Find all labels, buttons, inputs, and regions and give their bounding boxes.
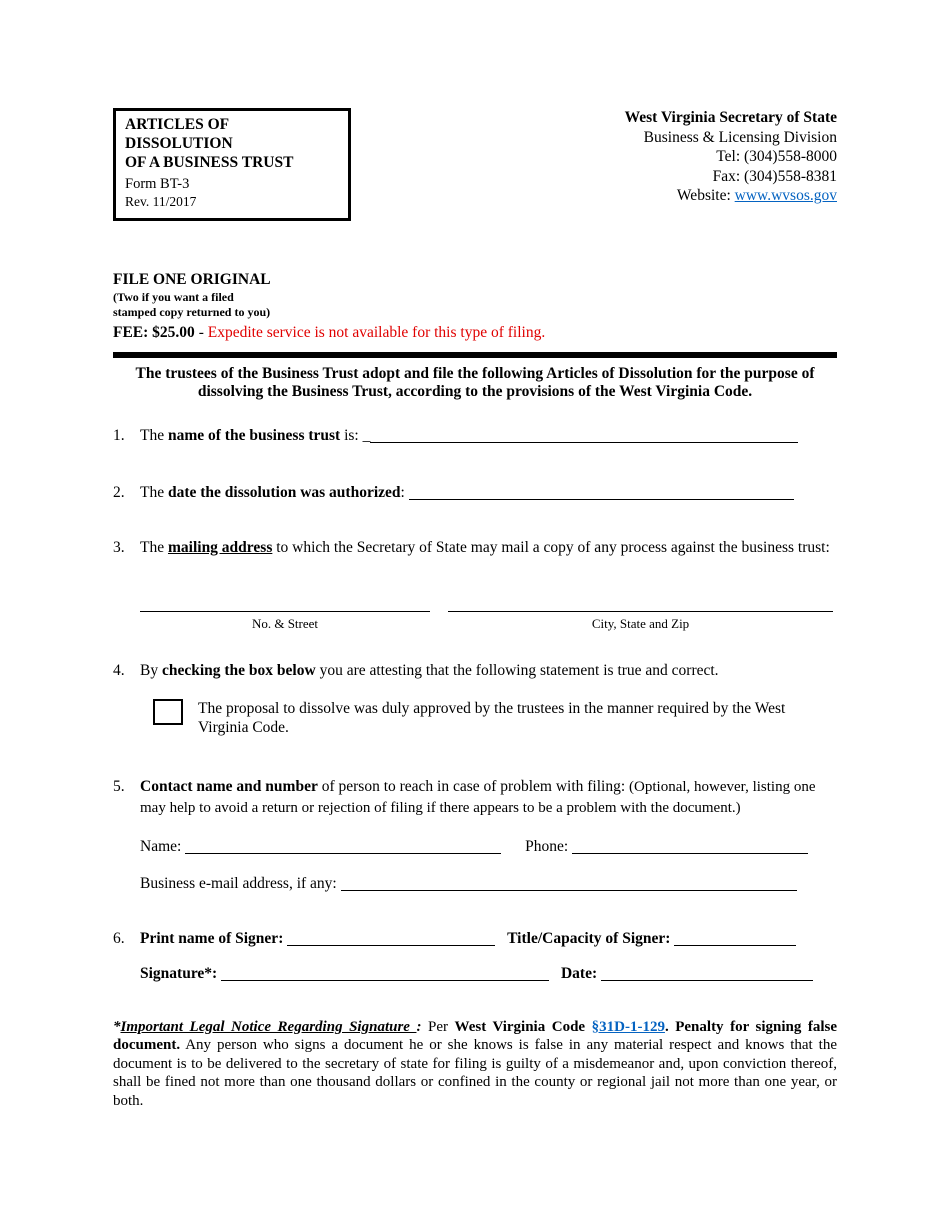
agency-info — [625, 108, 837, 206]
item-2-dissolution-date — [113, 484, 837, 503]
dissolution-date-field[interactable] — [409, 497, 794, 500]
form-title-box — [113, 108, 351, 221]
agency-tel: Tel: (304)558-8000 — [716, 148, 837, 165]
agency-fax: Fax: (304)558-8381 — [712, 167, 837, 185]
name-phone-row — [140, 838, 837, 857]
item-4-body — [140, 662, 837, 737]
item-5-heading — [140, 777, 837, 818]
legal-star: * — [113, 1018, 121, 1035]
address-captions-row — [140, 616, 837, 632]
attestation-statement: The proposal to dissolve was duly approved by the trustees in the manner required by the West Virginia Code. — [198, 700, 786, 737]
city-caption: City, State and Zip — [591, 616, 690, 632]
expedite-notice: Expedite service is not available for this type of filing. — [207, 323, 546, 341]
signature-label: Signature*: — [140, 964, 218, 982]
filing-instructions — [113, 271, 837, 343]
item-4-number: 4. — [113, 662, 125, 680]
item-3-text-pre: The — [140, 538, 165, 556]
attestation-row — [140, 699, 837, 737]
code-section-link[interactable]: §31D-1-129 — [591, 1018, 665, 1035]
item-1-body — [140, 427, 837, 446]
legal-notice — [113, 1018, 837, 1111]
item-3-body — [140, 539, 837, 633]
item-1-line-start: _ — [362, 426, 371, 444]
item-5-text-mid: of person to reach in case of problem with filing: — [321, 778, 626, 796]
intro-statement: The trustees of the Business Trust adopt and file the following Articles of Dissolution for the purpose of dissolving the Business Trust, according to the provisions of the West Virginia Code. — [135, 364, 815, 400]
item-4-text-bold: checking the box below — [161, 662, 316, 680]
item-3-text-bold: mailing address — [167, 538, 273, 556]
item-2-text-post: : — [400, 483, 405, 501]
copy-note-line1: (Two if you want a filed — [113, 289, 234, 304]
contact-name-field[interactable] — [185, 851, 501, 854]
divider-rule — [113, 352, 837, 358]
date-field[interactable] — [601, 978, 813, 981]
item-3-mailing-address — [113, 539, 837, 633]
business-email-label: Business e-mail address, if any: — [140, 875, 337, 893]
item-2-number: 2. — [113, 483, 125, 501]
legal-per: Per — [428, 1018, 448, 1035]
legal-body: Any person who signs a document he or she knows is false in any material respect and knows that the document is to be delivered to the secretary of state for filing is guilty of a misdemeanor and, upon conviction thereof, shall be fined not more than one thousand dollars or confined in the county or regional jail not more than one year, or both. — [113, 1037, 837, 1109]
item-6-body — [140, 930, 837, 984]
fee-dash: - — [198, 323, 204, 341]
fee-line — [113, 324, 837, 343]
signature-date-row — [140, 965, 837, 984]
form-title-line1: ARTICLES OF DISSOLUTION — [125, 116, 233, 152]
item-5-contact — [113, 777, 837, 894]
approval-checkbox[interactable] — [153, 699, 183, 725]
item-5-text-bold: Contact name and number — [140, 778, 318, 796]
street-address-field[interactable] — [140, 609, 430, 612]
item-1-text-bold: name of the business trust — [167, 426, 341, 444]
legal-title-colon: : — [416, 1018, 422, 1035]
print-name-field[interactable] — [287, 943, 495, 946]
item-5-number: 5. — [113, 778, 125, 796]
item-4-text-post: you are attesting that the following statement is true and correct. — [319, 662, 719, 680]
street-caption: No. & Street — [251, 616, 319, 632]
item-1-text-pre: The — [140, 426, 165, 444]
file-original-label: FILE ONE ORIGINAL — [113, 271, 271, 288]
print-title-row — [140, 930, 837, 949]
item-6-number: 6. — [113, 930, 125, 948]
form-title-line2: OF A BUSINESS TRUST — [125, 154, 294, 171]
title-capacity-field[interactable] — [674, 943, 796, 946]
agency-website-line — [625, 186, 837, 206]
legal-after-link: . — [664, 1018, 669, 1035]
copy-note-line2: stamped copy returned to you) — [113, 305, 271, 320]
item-5-body — [140, 777, 837, 894]
title-capacity-label: Title/Capacity of Signer: — [507, 930, 671, 948]
item-2-text-bold: date the dissolution was authorized — [167, 483, 401, 501]
address-fields-row — [140, 596, 837, 615]
signature-field[interactable] — [221, 978, 549, 981]
legal-notice-title: Important Legal Notice Regarding Signature — [120, 1018, 417, 1035]
form-revision: Rev. 11/2017 — [125, 194, 197, 209]
city-state-zip-field[interactable] — [448, 609, 833, 612]
trust-name-field[interactable] — [370, 440, 798, 443]
legal-penalty: Penalty for signing false document. — [113, 1018, 838, 1054]
item-3-number: 3. — [113, 538, 125, 556]
item-6-signer — [113, 930, 837, 984]
legal-code-label: West Virginia Code — [454, 1018, 586, 1035]
agency-name: West Virginia Secretary of State — [624, 109, 837, 126]
contact-phone-label: Phone: — [525, 838, 569, 856]
print-name-label: Print name of Signer: — [140, 930, 284, 948]
date-label: Date: — [560, 964, 598, 982]
email-row — [140, 875, 837, 894]
item-1-number: 1. — [113, 426, 125, 444]
contact-phone-field[interactable] — [572, 851, 808, 854]
item-5-optional-note: (Optional, however, listing one may help to avoid a return or rejection of filing if there appears to be a problem with the document.) — [140, 779, 816, 816]
form-number: Form BT-3 — [125, 176, 190, 192]
item-2-text-pre: The — [140, 483, 165, 501]
item-4-text-pre: By — [140, 662, 159, 680]
item-2-body — [140, 484, 837, 503]
business-email-field[interactable] — [341, 888, 797, 891]
website-label: Website: — [676, 187, 731, 204]
website-link[interactable]: www.wvsos.gov — [734, 187, 837, 204]
item-3-text-post: to which the Secretary of State may mail a copy of any process against the business trust: — [276, 538, 830, 556]
item-4-attestation — [113, 662, 837, 737]
item-1-trust-name — [113, 427, 837, 446]
contact-name-label: Name: — [140, 838, 182, 856]
agency-division: Business & Licensing Division — [643, 128, 837, 146]
fee-label: FEE: $25.00 — [113, 323, 195, 341]
form-header — [113, 108, 837, 221]
item-1-text-post: is: — [344, 426, 363, 444]
